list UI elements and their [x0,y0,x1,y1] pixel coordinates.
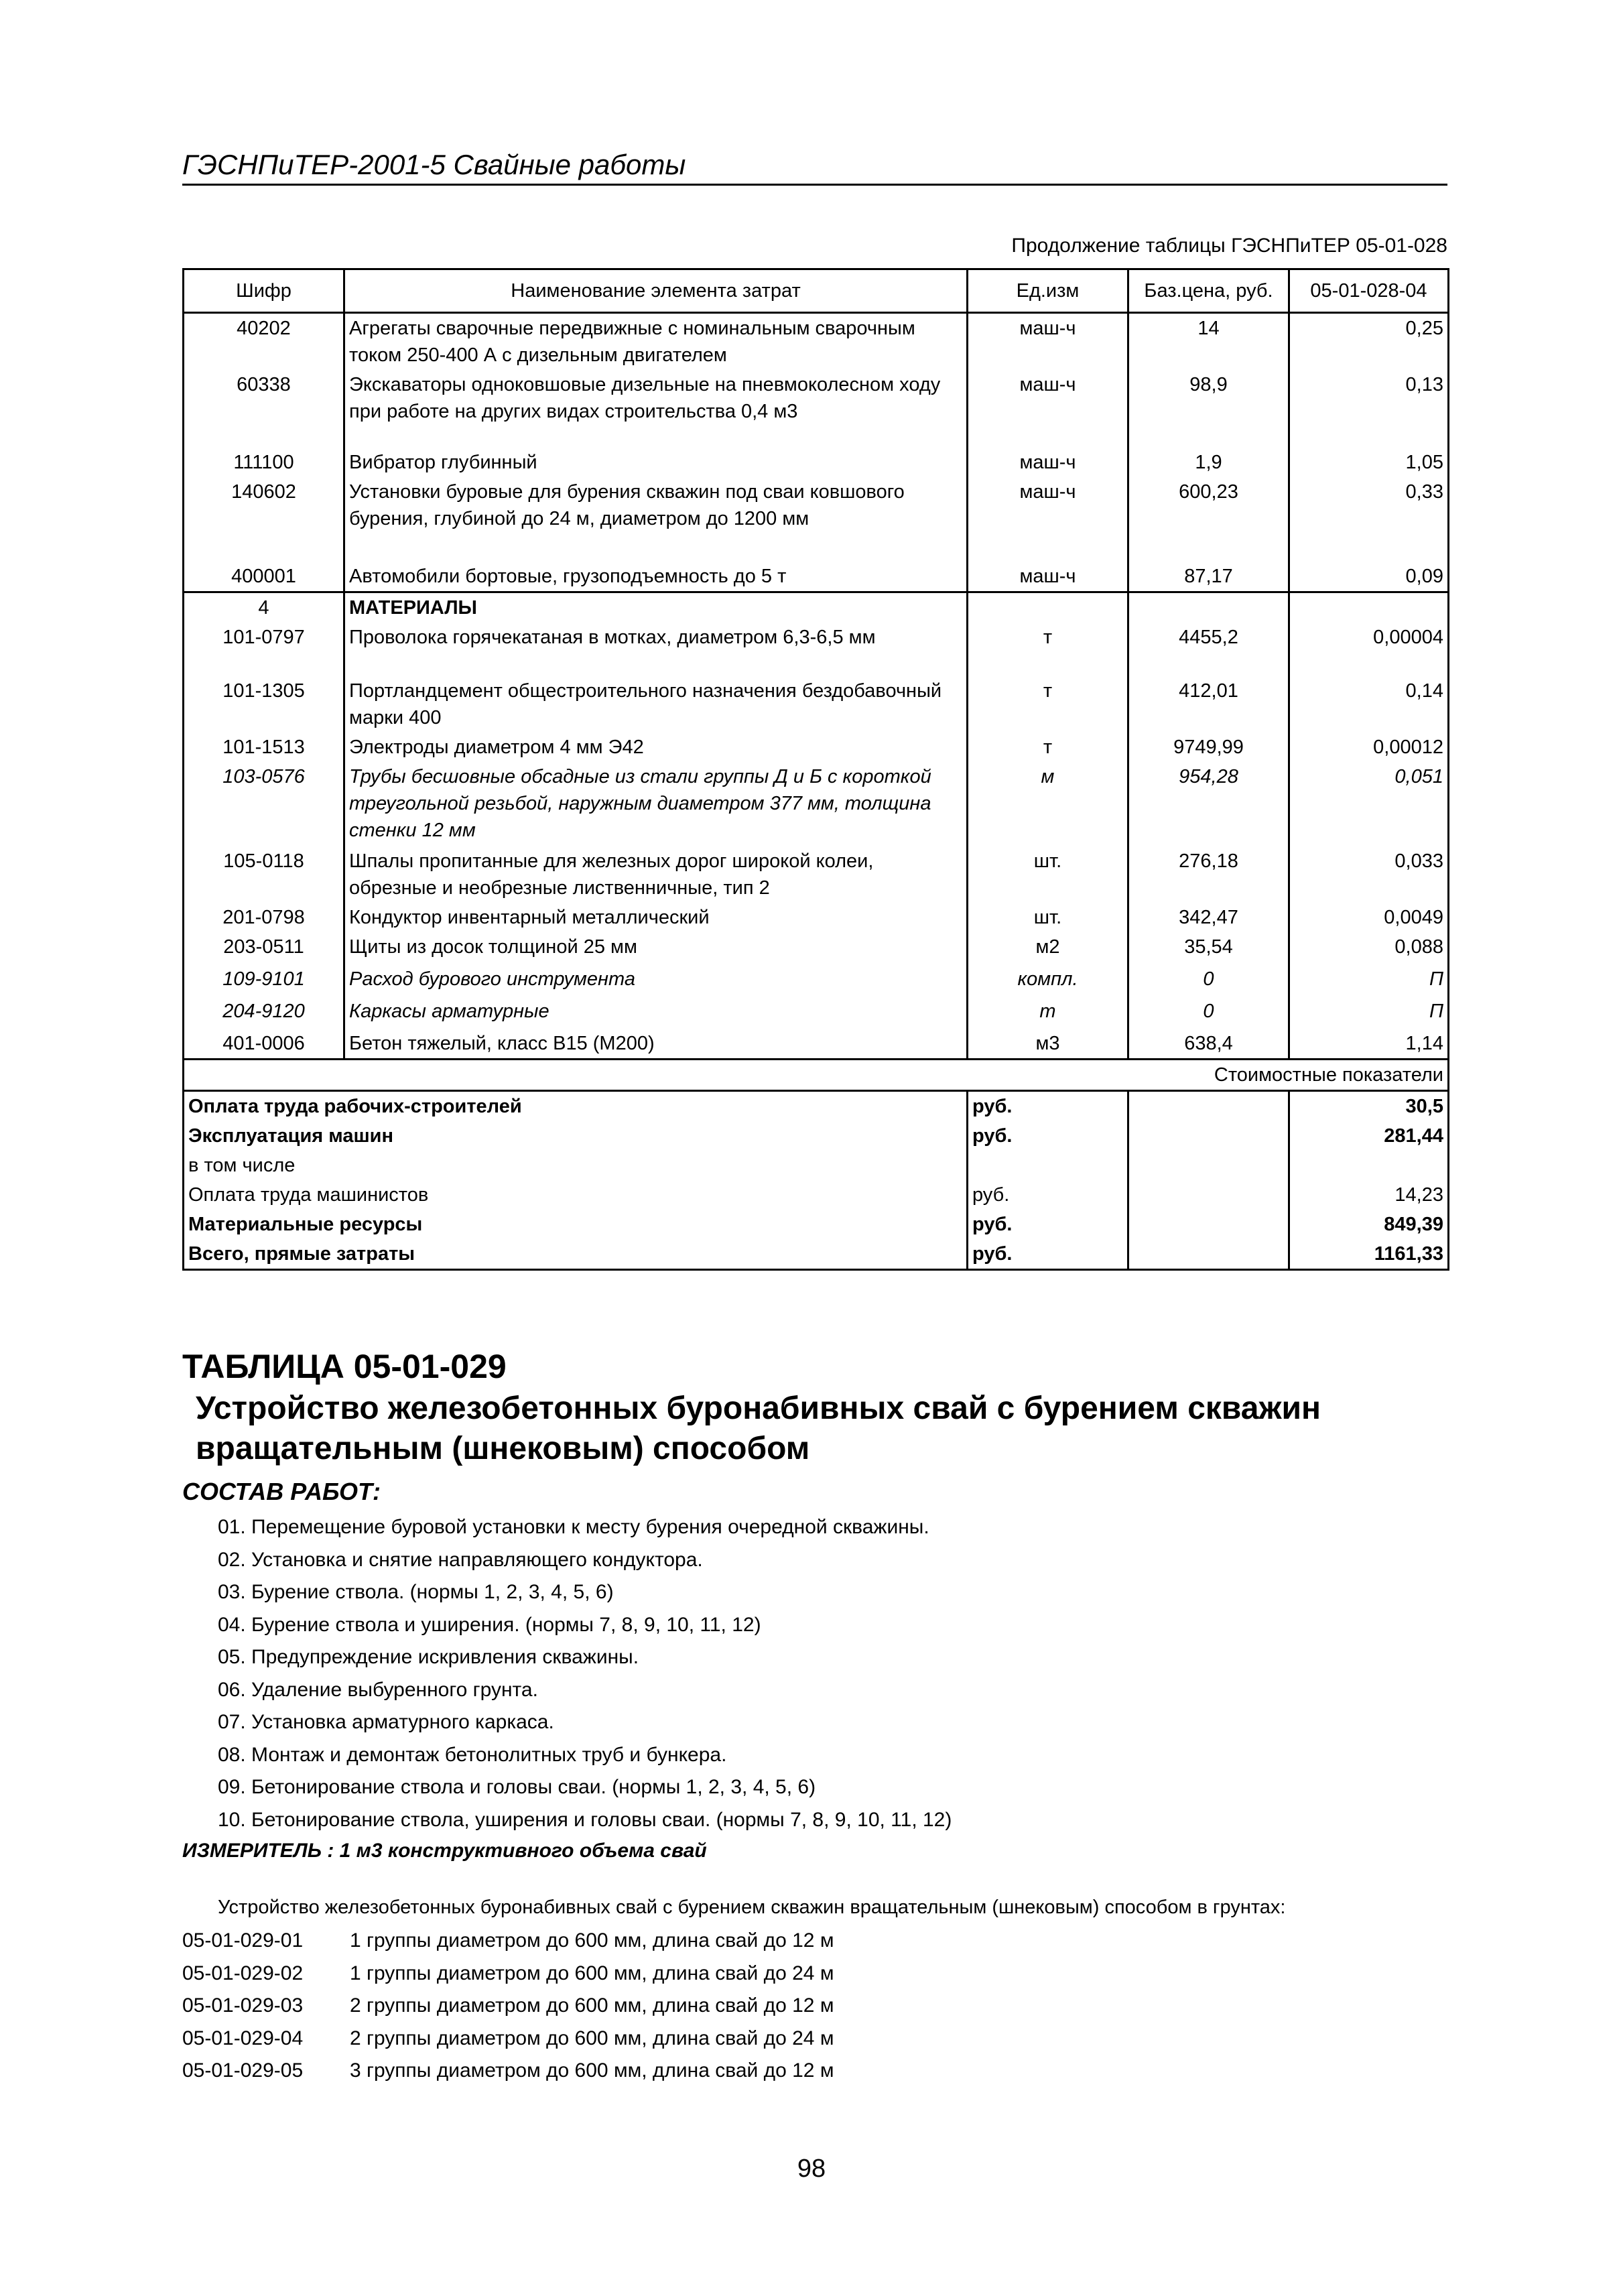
list-item [182,2023,834,2055]
work-list [218,1511,952,1836]
norm-code: 05-01-029-03 [182,1994,304,2017]
summary-unit: руб. [968,1239,1128,1270]
table-row [184,448,1449,477]
summary-value: 849,39 [1289,1210,1449,1239]
list-item: 09. Бетонирование ствола и головы сваи. (нормы 1, 2, 3, 4, 5, 6) [218,1776,816,1798]
table-row [184,676,1449,732]
table-row [184,732,1449,762]
row-name: Вибратор глубинный [344,448,968,477]
row-value: 0,09 [1289,562,1449,592]
summary-row [184,1151,1449,1180]
row-value: 0,00012 [1289,732,1449,762]
list-item [182,1990,834,2023]
norm-text: 2 группы диаметром до 600 мм, длина свай до 24 м [350,2027,834,2049]
row-price [1128,592,1289,623]
running-header: ГЭСНПиТЕР-2001-5 Свайные работы [182,149,1447,186]
table-row [184,964,1449,997]
row-name: Расход бурового инструмента [344,964,968,997]
row-price: 87,17 [1128,562,1289,592]
row-price: 412,01 [1128,676,1289,732]
table-row [184,370,1449,448]
col-header-unit: Ед.изм [968,269,1128,313]
col-header-price: Баз.цена, руб. [1128,269,1289,313]
row-code: 400001 [184,562,344,592]
row-code: 105-0118 [184,846,344,903]
row-value: 0,051 [1289,762,1449,846]
row-unit: маш-ч [968,313,1128,371]
continuation-label: Продолжение таблицы ГЭСНПиТЕР 05-01-028 [1011,235,1447,257]
row-code: 101-1305 [184,676,344,732]
norm-code: 05-01-029-04 [182,2027,304,2049]
row-code: 203-0511 [184,932,344,964]
row-code: 111100 [184,448,344,477]
row-price: 342,47 [1128,903,1289,932]
list-item: 08. Монтаж и демонтаж бетонолитных труб и бункера. [218,1743,727,1766]
row-value: 0,13 [1289,370,1449,448]
row-value: 0,25 [1289,313,1449,371]
norms-intro: Устройство железобетонных буронабивных свай с бурением скважин вращательным (шнековым) способом в грунтах: [218,1897,1286,1918]
summary-value [1289,1151,1449,1180]
summary-label: Оплата труда машинистов [184,1180,968,1210]
row-unit: м3 [968,1029,1128,1060]
row-value: П [1289,964,1449,997]
page-number: 98 [797,2155,826,2183]
summary-label: Материальные ресурсы [184,1210,968,1239]
table-row [184,846,1449,903]
summary-row [184,1091,1449,1122]
norm-text: 1 группы диаметром до 600 мм, длина свай до 24 м [350,1962,834,1984]
row-unit: м2 [968,932,1128,964]
row-name: Автомобили бортовые, грузоподъемность до 5 т [344,562,968,592]
row-name: Агрегаты сварочные передвижные с номинальным сварочным током 250-400 А с дизельным двигателем [344,313,968,371]
summary-label: Оплата труда рабочих-строителей [184,1091,968,1122]
summary-row [184,1180,1449,1210]
row-price: 276,18 [1128,846,1289,903]
row-code: 204-9120 [184,997,344,1029]
row-name: Каркасы арматурные [344,997,968,1029]
col-header-norm: 05-01-028-04 [1289,269,1449,313]
row-unit: маш-ч [968,448,1128,477]
summary-empty [1128,1180,1289,1210]
summary-unit: руб. [968,1210,1128,1239]
row-value: 0,14 [1289,676,1449,732]
cost-table [182,268,1449,1271]
row-name: Трубы бесшовные обсадные из стали группы Д и Б с короткой треугольной резьбой, наружным диаметром 377 мм, толщина стенки 12 мм [344,762,968,846]
norm-code: 05-01-029-01 [182,1929,304,1952]
summary-row [184,1121,1449,1151]
row-code: 40202 [184,313,344,371]
norm-text: 1 группы диаметром до 600 мм, длина свай до 12 м [350,1929,834,1952]
row-unit: т [968,676,1128,732]
list-item [182,2055,834,2088]
table-subtitle: Устройство железобетонных буронабивных свай с бурением скважин вращательным (шнековым) способом [196,1391,1321,1466]
row-unit: т [968,623,1128,676]
row-price: 954,28 [1128,762,1289,846]
row-name: Экскаваторы одноковшовые дизельные на пневмоколесном ходу при работе на других видах строительства 0,4 м3 [344,370,968,448]
row-value [1289,592,1449,623]
list-item [182,1925,834,1958]
summary-value: 281,44 [1289,1121,1449,1151]
table-row [184,477,1449,562]
row-unit: шт. [968,846,1128,903]
row-value: 1,14 [1289,1029,1449,1060]
col-header-code: Шифр [184,269,344,313]
row-name: Бетон тяжелый, класс В15 (М200) [344,1029,968,1060]
summary-label: Эксплуатация машин [184,1121,968,1151]
summary-label: Всего, прямые затраты [184,1239,968,1270]
summary-empty [1128,1151,1289,1180]
row-name: Портландцемент общестроительного назначения бездобавочный марки 400 [344,676,968,732]
row-value: 0,0049 [1289,903,1449,932]
row-code: 401-0006 [184,1029,344,1060]
row-unit: маш-ч [968,562,1128,592]
row-value: П [1289,997,1449,1029]
summary-row [184,1239,1449,1270]
summary-empty [1128,1210,1289,1239]
cost-indicators-label: Стоимостные показатели [184,1060,1449,1091]
row-code: 109-9101 [184,964,344,997]
row-unit: компл. [968,964,1128,997]
row-unit [968,592,1128,623]
row-name: Кондуктор инвентарный металлический [344,903,968,932]
norm-code: 05-01-029-02 [182,1962,304,1984]
row-code: 101-0797 [184,623,344,676]
list-item: 01. Перемещение буровой установки к месту бурения очередной скважины. [218,1516,929,1538]
col-header-name: Наименование элемента затрат [344,269,968,313]
list-item [182,1958,834,1990]
summary-unit: руб. [968,1091,1128,1122]
list-item: 04. Бурение ствола и уширения. (нормы 7, 8, 9, 10, 11, 12) [218,1613,761,1636]
row-name: Электроды диаметром 4 мм Э42 [344,732,968,762]
table-row [184,903,1449,932]
row-price: 4455,2 [1128,623,1289,676]
row-code: 201-0798 [184,903,344,932]
row-name: Щиты из досок толщиной 25 мм [344,932,968,964]
table-row [184,997,1449,1029]
row-price: 1,9 [1128,448,1289,477]
row-unit: т [968,997,1128,1029]
row-name: Проволока горячекатаная в мотках, диаметром 6,3-6,5 мм [344,623,968,676]
summary-empty [1128,1239,1289,1270]
row-value: 0,00004 [1289,623,1449,676]
row-price: 600,23 [1128,477,1289,562]
norm-text: 2 группы диаметром до 600 мм, длина свай до 12 м [350,1994,834,2017]
row-price: 98,9 [1128,370,1289,448]
row-price: 9749,99 [1128,732,1289,762]
work-composition-label: СОСТАВ РАБОТ: [182,1478,381,1505]
summary-unit [968,1151,1128,1180]
list-item: 05. Предупреждение искривления скважины. [218,1646,639,1668]
summary-empty [1128,1091,1289,1122]
table-header-row [184,269,1449,313]
summary-label: в том числе [184,1151,968,1180]
row-unit: шт. [968,903,1128,932]
list-item: 06. Удаление выбуренного грунта. [218,1678,538,1701]
summary-value: 14,23 [1289,1180,1449,1210]
row-unit: маш-ч [968,477,1128,562]
list-item: 02. Установка и снятие направляющего кондуктора. [218,1548,703,1571]
section-row-materials [184,592,1449,623]
summary-unit: руб. [968,1121,1128,1151]
table-row [184,762,1449,846]
table-row [184,932,1449,964]
row-value: 0,33 [1289,477,1449,562]
table-row [184,313,1449,371]
row-code: 103-0576 [184,762,344,846]
norm-code: 05-01-029-05 [182,2059,304,2082]
row-unit: т [968,732,1128,762]
row-price: 35,54 [1128,932,1289,964]
row-code: 101-1513 [184,732,344,762]
row-code: 4 [184,592,344,623]
summary-row [184,1210,1449,1239]
summary-empty [1128,1121,1289,1151]
list-item: 10. Бетонирование ствола, уширения и головы сваи. (нормы 7, 8, 9, 10, 11, 12) [218,1808,952,1831]
row-name: Установки буровые для бурения скважин под сваи ковшового бурения, глубиной до 24 м, диаметром до 1200 мм [344,477,968,562]
summary-value: 30,5 [1289,1091,1449,1122]
row-value: 1,05 [1289,448,1449,477]
row-price: 14 [1128,313,1289,371]
row-price: 638,4 [1128,1029,1289,1060]
row-code: 140602 [184,477,344,562]
summary-value: 1161,33 [1289,1239,1449,1270]
row-unit: м [968,762,1128,846]
list-item: 07. Установка арматурного каркаса. [218,1711,554,1733]
section-title: МАТЕРИАЛЫ [344,592,968,623]
list-item: 03. Бурение ствола. (нормы 1, 2, 3, 4, 5, 6) [218,1581,614,1603]
table-row [184,562,1449,592]
row-price: 0 [1128,997,1289,1029]
cost-indicators-row [184,1060,1449,1091]
table-title: ТАБЛИЦА 05-01-029 [182,1348,507,1385]
row-value: 0,088 [1289,932,1449,964]
measurement-unit: ИЗМЕРИТЕЛЬ : 1 м3 конструктивного объема свай [182,1840,707,1862]
row-price: 0 [1128,964,1289,997]
row-unit: маш-ч [968,370,1128,448]
summary-unit: руб. [968,1180,1128,1210]
table-row [184,1029,1449,1060]
norm-text: 3 группы диаметром до 600 мм, длина свай до 12 м [350,2059,834,2082]
row-code: 60338 [184,370,344,448]
table-row [184,623,1449,676]
row-value: 0,033 [1289,846,1449,903]
norms-list [182,1925,834,2088]
row-name: Шпалы пропитанные для железных дорог широкой колеи, обрезные и необрезные лиственничные, тип 2 [344,846,968,903]
